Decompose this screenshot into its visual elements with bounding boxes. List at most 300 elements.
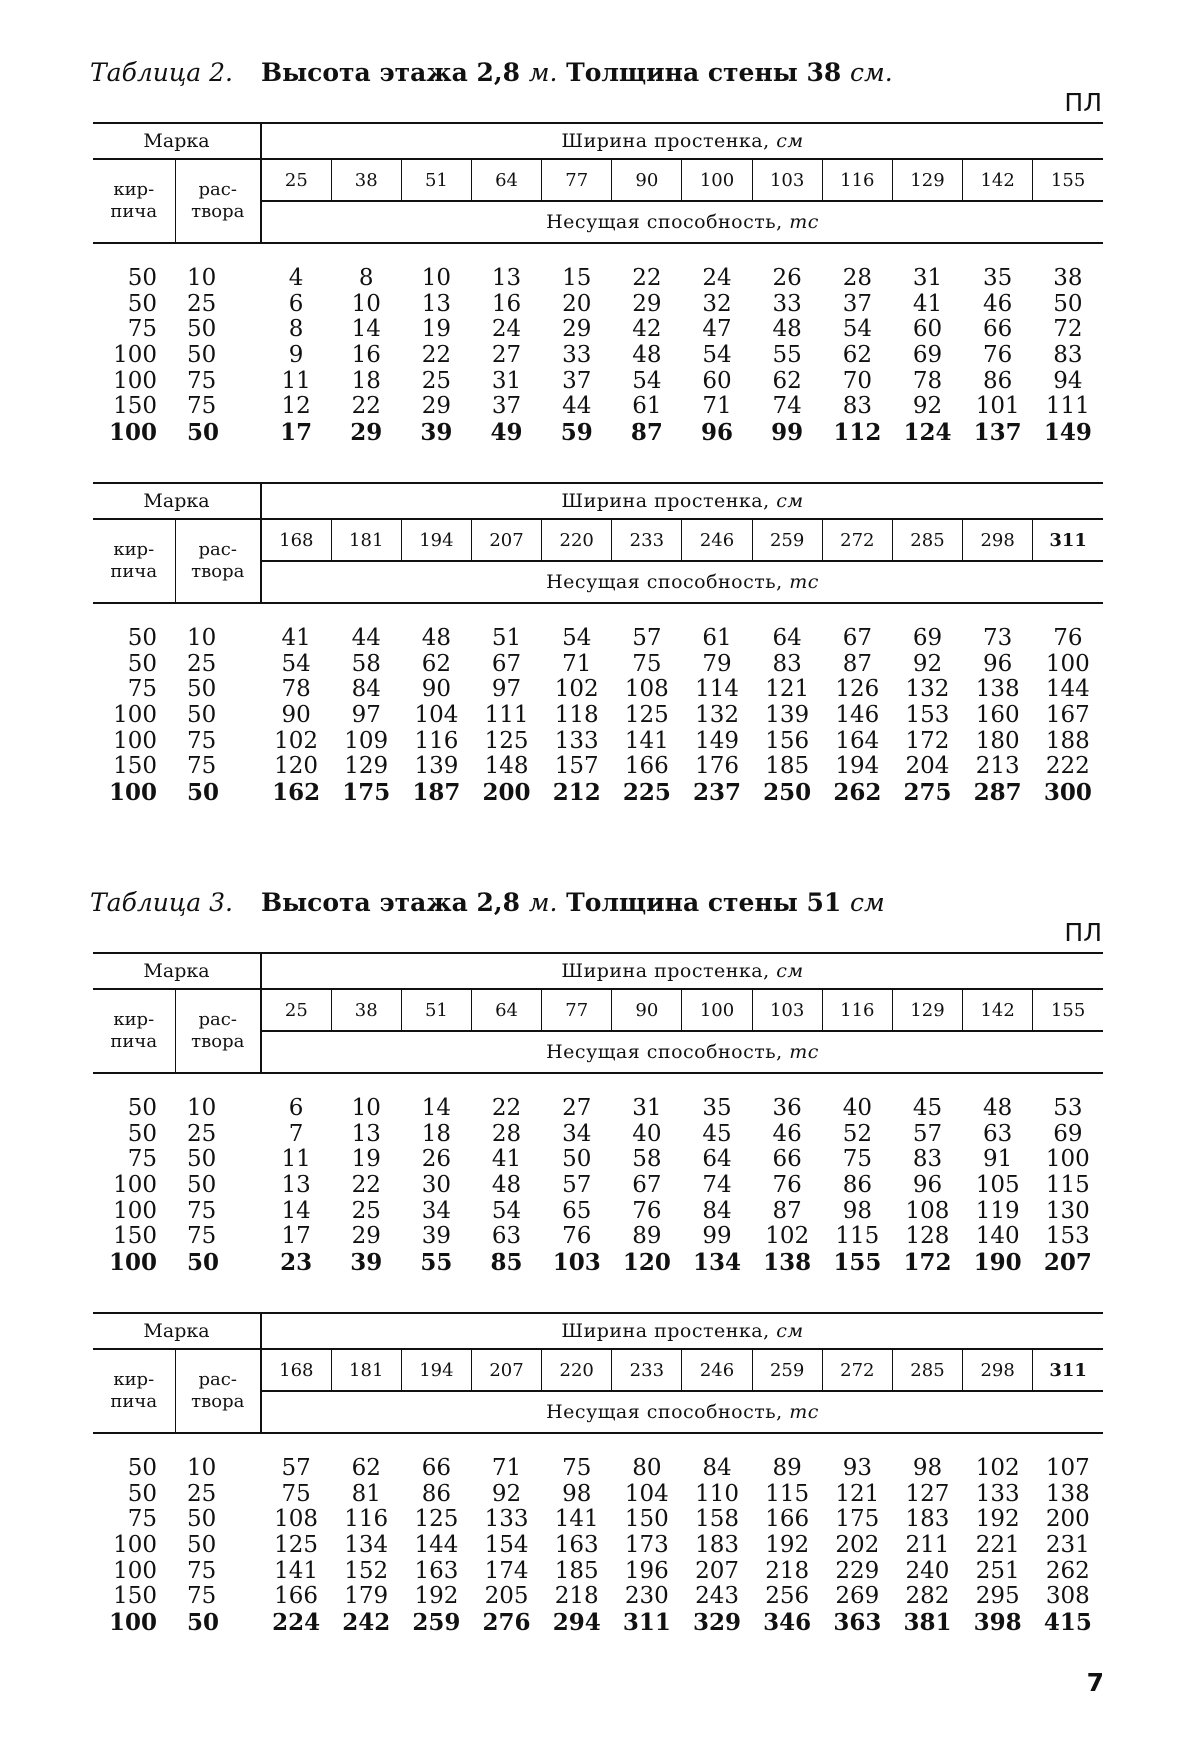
capacity-cell: 29 xyxy=(421,393,452,420)
capacity-cell: 97 xyxy=(491,676,522,703)
brick-grade-cell: 50 xyxy=(127,1120,157,1147)
capacity-cell: 52 xyxy=(842,1120,872,1147)
capacity-cell: 116 xyxy=(414,727,459,754)
capacity-cell: 22 xyxy=(351,1172,381,1199)
capacity-cell: 58 xyxy=(632,1146,662,1173)
capacity-cell: 8 xyxy=(358,265,374,292)
capacity-cell: 92 xyxy=(912,650,943,677)
table-title: Высота этажа 2,8 м. Толщина стены 38 см. xyxy=(260,58,893,87)
header-marka: Марка xyxy=(93,483,261,519)
capacity-cell: 4 xyxy=(288,265,304,292)
table-row xyxy=(93,1147,1103,1173)
capacity-cell: 269 xyxy=(835,1583,880,1610)
capacity-cell: 37 xyxy=(842,290,872,317)
capacity-cell: 139 xyxy=(414,753,459,780)
capacity-cell: 87 xyxy=(630,418,663,446)
capacity-cell: 138 xyxy=(975,676,1020,703)
capacity-cell: 144 xyxy=(414,1532,459,1559)
brick-grade-cell: 100 xyxy=(113,342,157,369)
capacity-cell: 311 xyxy=(622,1608,671,1636)
table-row xyxy=(93,243,1103,292)
capacity-cell: 57 xyxy=(562,1172,592,1199)
capacity-cell: 102 xyxy=(975,1455,1020,1482)
mortar-grade-cell: 50 xyxy=(187,342,217,369)
header-width-value: 116 xyxy=(822,159,892,201)
table-row xyxy=(93,780,1103,806)
capacity-cell: 74 xyxy=(772,393,802,420)
capacity-cell: 13 xyxy=(281,1172,311,1199)
table-2-block-2 xyxy=(93,482,1103,805)
capacity-cell: 176 xyxy=(695,753,739,780)
capacity-cell: 415 xyxy=(1043,1608,1092,1636)
mortar-grade-cell: 75 xyxy=(187,1583,217,1610)
capacity-cell: 62 xyxy=(421,650,452,677)
capacity-cell: 153 xyxy=(1045,1223,1090,1250)
capacity-cell: 230 xyxy=(624,1583,669,1610)
capacity-cell: 167 xyxy=(1045,702,1090,729)
capacity-cell: 31 xyxy=(491,367,522,394)
table-row xyxy=(93,728,1103,754)
capacity-cell: 133 xyxy=(554,727,599,754)
capacity-cell: 183 xyxy=(695,1532,739,1559)
header-width-value: 64 xyxy=(471,159,541,201)
capacity-cell: 76 xyxy=(772,1172,802,1199)
capacity-cell: 18 xyxy=(421,1120,452,1147)
capacity-cell: 29 xyxy=(562,316,592,343)
brick-grade-cell: 100 xyxy=(113,367,157,394)
mortar-grade-cell: 50 xyxy=(187,1532,217,1559)
header-width-value: 103 xyxy=(752,159,822,201)
table-row xyxy=(93,1250,1103,1276)
header-width-value: 100 xyxy=(682,989,752,1031)
capacity-cell: 57 xyxy=(632,625,662,652)
capacity-cell: 156 xyxy=(765,727,810,754)
capacity-cell: 22 xyxy=(491,1095,522,1122)
capacity-cell: 173 xyxy=(624,1532,669,1559)
capacity-cell: 78 xyxy=(912,367,943,394)
header-width-value: 246 xyxy=(682,519,752,561)
brick-grade-cell: 150 xyxy=(113,1223,157,1250)
capacity-cell: 125 xyxy=(414,1506,459,1533)
capacity-cell: 24 xyxy=(702,265,732,292)
table-row xyxy=(93,292,1103,318)
mortar-grade-cell: 50 xyxy=(187,778,220,806)
capacity-cell: 41 xyxy=(281,625,311,652)
capacity-cell: 17 xyxy=(281,1223,311,1250)
brick-grade-cell: 100 xyxy=(113,1532,157,1559)
header-width-value: 51 xyxy=(401,989,471,1031)
capacity-cell: 166 xyxy=(624,753,669,780)
capacity-cell: 80 xyxy=(632,1455,662,1482)
capacity-cell: 92 xyxy=(912,393,943,420)
capacity-cell: 133 xyxy=(484,1506,529,1533)
header-width-value: 129 xyxy=(892,159,962,201)
brick-grade-cell: 100 xyxy=(113,1557,157,1584)
header-width-value: 155 xyxy=(1033,159,1103,201)
capacity-cell: 110 xyxy=(695,1480,739,1507)
capacity-cell: 89 xyxy=(772,1455,802,1482)
capacity-cell: 74 xyxy=(702,1172,732,1199)
capacity-cell: 10 xyxy=(351,290,381,317)
capacity-cell: 55 xyxy=(420,1248,453,1276)
capacity-cell: 196 xyxy=(624,1557,669,1584)
capacity-cell: 14 xyxy=(421,1095,452,1122)
header-width-value: 25 xyxy=(261,989,331,1031)
capacity-cell: 48 xyxy=(632,342,662,369)
capacity-cell: 27 xyxy=(562,1095,592,1122)
capacity-cell: 55 xyxy=(772,342,802,369)
capacity-cell: 207 xyxy=(1043,1248,1092,1276)
header-width-value: 259 xyxy=(752,1349,822,1391)
capacity-cell: 17 xyxy=(280,418,313,446)
capacity-cell: 231 xyxy=(1045,1532,1090,1559)
capacity-cell: 13 xyxy=(351,1120,381,1147)
capacity-cell: 24 xyxy=(491,316,522,343)
header-brick-grade: кир- пича xyxy=(93,519,175,603)
capacity-cell: 149 xyxy=(1043,418,1092,446)
header-width-value: 64 xyxy=(471,989,541,1031)
capacity-cell: 221 xyxy=(975,1532,1020,1559)
capacity-cell: 172 xyxy=(903,1248,952,1276)
capacity-cell: 34 xyxy=(562,1120,592,1147)
mortar-grade-cell: 50 xyxy=(187,1172,217,1199)
capacity-cell: 128 xyxy=(905,1223,950,1250)
capacity-cell: 275 xyxy=(903,778,952,806)
capacity-cell: 162 xyxy=(272,778,321,806)
capacity-cell: 51 xyxy=(491,625,522,652)
capacity-cell: 76 xyxy=(983,342,1013,369)
capacity-cell: 32 xyxy=(702,290,732,317)
capacity-cell: 54 xyxy=(632,367,662,394)
capacity-cell: 138 xyxy=(763,1248,812,1276)
capacity-cell: 134 xyxy=(693,1248,742,1276)
brick-grade-cell: 50 xyxy=(127,650,157,677)
capacity-cell: 90 xyxy=(421,676,452,703)
brick-grade-cell: 50 xyxy=(127,1455,157,1482)
header-width-value: 272 xyxy=(822,1349,892,1391)
capacity-cell: 262 xyxy=(833,778,882,806)
mortar-grade-cell: 75 xyxy=(187,1223,217,1250)
capacity-cell: 137 xyxy=(973,418,1022,446)
header-width-value: 259 xyxy=(752,519,822,561)
capacity-cell: 10 xyxy=(421,265,452,292)
capacity-cell: 15 xyxy=(562,265,592,292)
capacity-cell: 102 xyxy=(554,676,599,703)
capacity-cell: 66 xyxy=(983,316,1013,343)
header-width-value: 155 xyxy=(1033,989,1103,1031)
mortar-grade-cell: 10 xyxy=(187,265,217,292)
table-row xyxy=(93,1507,1103,1533)
capacity-cell: 139 xyxy=(765,702,810,729)
capacity-cell: 103 xyxy=(552,1248,601,1276)
capacity-cell: 19 xyxy=(421,316,452,343)
capacity-cell: 83 xyxy=(912,1146,943,1173)
capacity-cell: 213 xyxy=(975,753,1020,780)
capacity-cell: 6 xyxy=(288,1095,304,1122)
brick-grade-cell: 50 xyxy=(127,290,157,317)
table-row xyxy=(93,1610,1103,1636)
capacity-cell: 91 xyxy=(983,1146,1013,1173)
capacity-cell: 398 xyxy=(973,1608,1022,1636)
table-row xyxy=(93,420,1103,446)
capacity-cell: 63 xyxy=(491,1223,522,1250)
header-width-value: 272 xyxy=(822,519,892,561)
capacity-cell: 28 xyxy=(491,1120,522,1147)
header-width-value: 90 xyxy=(612,159,682,201)
capacity-cell: 12 xyxy=(281,393,311,420)
mortar-grade-cell: 50 xyxy=(187,418,220,446)
capacity-cell: 308 xyxy=(1045,1583,1090,1610)
header-width-value: 311 xyxy=(1033,1349,1103,1391)
capacity-cell: 61 xyxy=(702,625,732,652)
header-width-value: 220 xyxy=(542,1349,612,1391)
brick-grade-cell: 50 xyxy=(127,265,157,292)
capacity-cell: 200 xyxy=(1045,1506,1090,1533)
capacity-cell: 38 xyxy=(1053,265,1083,292)
table-code: ПЛ xyxy=(1064,88,1102,117)
header-width-value: 285 xyxy=(892,519,962,561)
capacity-cell: 133 xyxy=(975,1480,1020,1507)
capacity-cell: 10 xyxy=(351,1095,381,1122)
capacity-cell: 185 xyxy=(554,1557,599,1584)
capacity-cell: 187 xyxy=(412,778,461,806)
capacity-cell: 115 xyxy=(1045,1172,1090,1199)
capacity-cell: 8 xyxy=(288,316,304,343)
header-capacity: Несущая способность, тс xyxy=(546,571,819,593)
mortar-grade-cell: 75 xyxy=(187,1197,217,1224)
capacity-cell: 120 xyxy=(274,753,319,780)
capacity-cell: 134 xyxy=(344,1532,389,1559)
mortar-grade-cell: 10 xyxy=(187,1455,217,1482)
capacity-cell: 146 xyxy=(835,702,880,729)
capacity-cell: 83 xyxy=(772,650,802,677)
capacity-cell: 54 xyxy=(491,1197,522,1224)
capacity-cell: 29 xyxy=(351,1223,381,1250)
capacity-cell: 346 xyxy=(763,1608,812,1636)
capacity-cell: 192 xyxy=(975,1506,1020,1533)
capacity-cell: 29 xyxy=(632,290,662,317)
capacity-cell: 54 xyxy=(702,342,732,369)
capacity-cell: 109 xyxy=(344,727,389,754)
mortar-grade-cell: 75 xyxy=(187,1557,217,1584)
table-caption xyxy=(90,888,885,917)
capacity-cell: 16 xyxy=(491,290,522,317)
header-width-value: 38 xyxy=(331,989,401,1031)
table-row xyxy=(93,754,1103,780)
capacity-cell: 92 xyxy=(491,1480,522,1507)
capacity-cell: 175 xyxy=(342,778,391,806)
capacity-cell: 108 xyxy=(624,676,669,703)
capacity-cell: 70 xyxy=(842,367,872,394)
brick-grade-cell: 75 xyxy=(127,676,157,703)
header-brick-grade: кир- пича xyxy=(93,1349,175,1433)
table-caption xyxy=(90,58,893,87)
table-row xyxy=(93,603,1103,652)
capacity-cell: 13 xyxy=(421,290,452,317)
table-2-block-1 xyxy=(93,122,1103,445)
capacity-cell: 93 xyxy=(842,1455,872,1482)
capacity-cell: 87 xyxy=(842,650,872,677)
brick-grade-cell: 75 xyxy=(127,1506,157,1533)
mortar-grade-cell: 50 xyxy=(187,1146,217,1173)
table-title: Высота этажа 2,8 м. Толщина стены 51 см xyxy=(260,888,885,917)
capacity-cell: 118 xyxy=(554,702,599,729)
mortar-grade-cell: 50 xyxy=(187,1248,220,1276)
header-marka: Марка xyxy=(93,1313,261,1349)
header-width-value: 100 xyxy=(682,159,752,201)
capacity-cell: 35 xyxy=(983,265,1013,292)
table-row xyxy=(93,317,1103,343)
capacity-cell: 174 xyxy=(484,1557,529,1584)
mortar-grade-cell: 25 xyxy=(187,290,217,317)
header-width-value: 220 xyxy=(542,519,612,561)
table-row xyxy=(93,1073,1103,1122)
capacity-cell: 57 xyxy=(281,1455,311,1482)
table-row xyxy=(93,1584,1103,1610)
capacity-cell: 33 xyxy=(772,290,802,317)
table-row xyxy=(93,368,1103,394)
capacity-cell: 71 xyxy=(491,1455,522,1482)
capacity-cell: 50 xyxy=(562,1146,592,1173)
capacity-cell: 104 xyxy=(624,1480,669,1507)
table-row xyxy=(93,1433,1103,1482)
header-mortar-grade: рас- твора xyxy=(175,1349,261,1433)
header-mortar-grade: рас- твора xyxy=(175,159,261,243)
capacity-cell: 36 xyxy=(772,1095,802,1122)
capacity-cell: 48 xyxy=(983,1095,1013,1122)
capacity-cell: 207 xyxy=(695,1557,739,1584)
mortar-grade-cell: 75 xyxy=(187,727,217,754)
capacity-cell: 30 xyxy=(421,1172,452,1199)
mortar-grade-cell: 75 xyxy=(187,367,217,394)
capacity-cell: 28 xyxy=(842,265,872,292)
capacity-cell: 381 xyxy=(903,1608,952,1636)
table-row xyxy=(93,677,1103,703)
capacity-cell: 41 xyxy=(912,290,943,317)
capacity-cell: 25 xyxy=(351,1197,381,1224)
capacity-cell: 154 xyxy=(484,1532,529,1559)
table-row xyxy=(93,343,1103,369)
capacity-cell: 37 xyxy=(491,393,522,420)
capacity-cell: 60 xyxy=(912,316,943,343)
capacity-cell: 105 xyxy=(975,1172,1020,1199)
capacity-cell: 79 xyxy=(702,650,732,677)
capacity-cell: 44 xyxy=(351,625,381,652)
table-row xyxy=(93,1533,1103,1559)
capacity-cell: 75 xyxy=(842,1146,872,1173)
data-table xyxy=(93,482,1103,805)
header-width-value: 298 xyxy=(963,1349,1033,1391)
header-width-value: 194 xyxy=(401,1349,471,1391)
capacity-cell: 132 xyxy=(695,702,739,729)
header-width-value: 38 xyxy=(331,159,401,201)
capacity-cell: 54 xyxy=(842,316,872,343)
capacity-cell: 107 xyxy=(1045,1455,1090,1482)
capacity-cell: 69 xyxy=(912,342,943,369)
capacity-cell: 205 xyxy=(484,1583,529,1610)
capacity-cell: 104 xyxy=(414,702,459,729)
capacity-cell: 59 xyxy=(560,418,593,446)
capacity-cell: 152 xyxy=(344,1557,389,1584)
capacity-cell: 150 xyxy=(624,1506,669,1533)
capacity-cell: 211 xyxy=(905,1532,950,1559)
capacity-cell: 45 xyxy=(912,1095,943,1122)
capacity-cell: 34 xyxy=(421,1197,452,1224)
capacity-cell: 155 xyxy=(833,1248,882,1276)
mortar-grade-cell: 50 xyxy=(187,316,217,343)
brick-grade-cell: 50 xyxy=(127,1480,157,1507)
capacity-cell: 42 xyxy=(632,316,662,343)
mortar-grade-cell: 50 xyxy=(187,1608,220,1636)
capacity-cell: 18 xyxy=(351,367,381,394)
capacity-cell: 138 xyxy=(1045,1480,1090,1507)
capacity-cell: 190 xyxy=(973,1248,1022,1276)
capacity-cell: 83 xyxy=(842,393,872,420)
capacity-cell: 172 xyxy=(905,727,950,754)
capacity-cell: 119 xyxy=(975,1197,1020,1224)
header-width-value: 103 xyxy=(752,989,822,1031)
header-width-value: 181 xyxy=(331,519,401,561)
brick-grade-cell: 100 xyxy=(108,1248,157,1276)
capacity-cell: 62 xyxy=(842,342,872,369)
page-number: 7 xyxy=(1086,1668,1104,1697)
capacity-cell: 100 xyxy=(1045,1146,1090,1173)
header-width-value: 194 xyxy=(401,519,471,561)
capacity-cell: 212 xyxy=(552,778,601,806)
capacity-cell: 115 xyxy=(835,1223,880,1250)
capacity-cell: 13 xyxy=(491,265,522,292)
header-width-value: 129 xyxy=(892,989,962,1031)
capacity-cell: 262 xyxy=(1045,1557,1090,1584)
data-table xyxy=(93,1312,1103,1635)
capacity-cell: 86 xyxy=(421,1480,452,1507)
capacity-cell: 22 xyxy=(351,393,381,420)
brick-grade-cell: 100 xyxy=(108,418,157,446)
table-3-block-1 xyxy=(93,952,1103,1275)
capacity-cell: 19 xyxy=(351,1146,381,1173)
capacity-cell: 47 xyxy=(702,316,732,343)
capacity-cell: 130 xyxy=(1045,1197,1090,1224)
capacity-cell: 11 xyxy=(281,1146,311,1173)
table-label: Таблица 2. xyxy=(90,58,234,87)
capacity-cell: 50 xyxy=(1053,290,1083,317)
capacity-cell: 124 xyxy=(903,418,952,446)
header-width-value: 285 xyxy=(892,1349,962,1391)
mortar-grade-cell: 50 xyxy=(187,676,217,703)
table-3-block-2 xyxy=(93,1312,1103,1635)
capacity-cell: 108 xyxy=(905,1197,950,1224)
capacity-cell: 132 xyxy=(905,676,950,703)
capacity-cell: 64 xyxy=(772,625,802,652)
capacity-cell: 39 xyxy=(350,1248,383,1276)
capacity-cell: 58 xyxy=(351,650,381,677)
capacity-cell: 60 xyxy=(702,367,732,394)
capacity-cell: 46 xyxy=(983,290,1013,317)
capacity-cell: 240 xyxy=(905,1557,950,1584)
capacity-cell: 76 xyxy=(562,1223,592,1250)
capacity-cell: 175 xyxy=(835,1506,880,1533)
capacity-cell: 141 xyxy=(274,1557,319,1584)
capacity-cell: 27 xyxy=(491,342,522,369)
capacity-cell: 99 xyxy=(702,1223,732,1250)
capacity-cell: 49 xyxy=(490,418,523,446)
capacity-cell: 67 xyxy=(842,625,872,652)
capacity-cell: 90 xyxy=(281,702,311,729)
capacity-cell: 44 xyxy=(562,393,592,420)
capacity-cell: 276 xyxy=(482,1608,531,1636)
capacity-cell: 121 xyxy=(765,676,810,703)
capacity-cell: 140 xyxy=(975,1223,1020,1250)
